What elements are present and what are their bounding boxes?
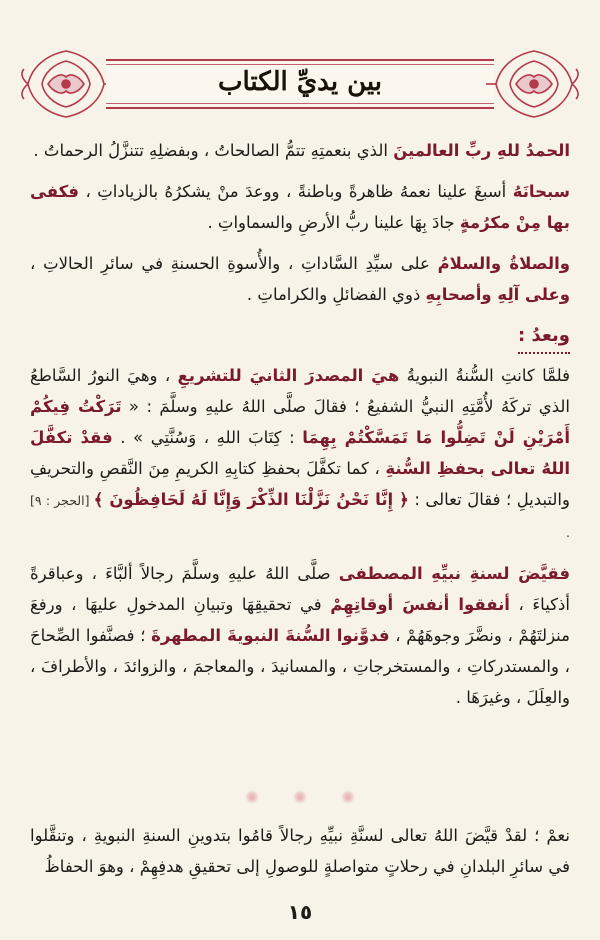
- highlighted-phrase: نعمْ: [546, 826, 570, 845]
- text-run: ؛ فصنَّفوا الصِّحاحَ ، والمستدركاتِ ، والمستخرجاتِ ، والمسانيدَ ، والمعاجمَ ، والزوائدَ ، والأطرافَ ، والعِلَلَ ، وغيرَهَا .: [30, 626, 570, 707]
- text-run: فلمَّا كانتِ السُّنةُ النبويةُ: [399, 366, 570, 385]
- text-run: في تحقيقِهَا وتبيانِ المدخولِ عليهَا ، ورفعَ منزلتَهُمْ ، ونضَّرَ وجوهَهُمْ ،: [30, 595, 570, 645]
- text-run: ذوي الفضائلِ والكراماتِ .: [246, 285, 426, 304]
- text-run: : كِتَابَ اللهِ ، وَسُنَّتِي » .: [112, 428, 303, 447]
- chapter-header-banner: [18, 45, 582, 123]
- ornament-dot-icon: [293, 790, 307, 804]
- ornament-dot-icon: [245, 790, 259, 804]
- paragraph: [30, 135, 570, 166]
- highlighted-phrase: الحمدُ للهِ ربِّ العالمينَ: [393, 141, 570, 160]
- page-title: بين يديِّ الكتاب: [218, 67, 382, 97]
- highlighted-phrase: وعلى آلِهِ وأصحابِهِ: [425, 285, 570, 304]
- floral-ornament-left-icon: [18, 45, 114, 123]
- highlighted-phrase: أنفقوا أنفسَ أوقاتِهِمْ: [330, 595, 510, 614]
- section-heading: وبعدُ :: [518, 320, 570, 354]
- paragraph: [30, 558, 570, 713]
- text-run: ، كما تكفَّلَ بحفظِ كتابِهِ الكريمِ مِنَ النَّقصِ والتحريفِ والتبديلِ ؛ فقالَ تعالى :: [30, 459, 570, 509]
- text-run: جادَ بِهَا علينا ربُّ الأرضِ والسماواتِ .: [207, 213, 460, 232]
- text-run: صلَّى اللهُ عليهِ وسلَّمَ رجالاً ألبَّاءَ ، وعباقرةً أذكياءَ ،: [30, 564, 570, 614]
- text-run: الذي بنعمتِهِ تتمُّ الصالحاتُ ، وبفضلِهِ تتنزَّلُ الرحماتُ .: [33, 141, 394, 160]
- main-text: [30, 135, 570, 723]
- text-run: على سيِّدِ السَّاداتِ ، والأُسوةِ الحسنةِ في سائرِ الحالاتِ ،: [30, 254, 438, 273]
- quran-verse: ﴿ إِنَّا نَحْنُ نَزَّلْنَا الذِّكْرَ وَإِنَّا لَهُ لَحَافِظُونَ ﴾: [93, 490, 409, 509]
- floral-ornament-right-icon: [486, 45, 582, 123]
- highlighted-phrase: وهوَ الحفاظُ: [44, 857, 124, 876]
- continued-text: [30, 820, 570, 882]
- paragraph: [30, 248, 570, 310]
- highlighted-phrase: فقدْ تكفَّلَ اللهُ تعالى بحفظِ السُّنةِ: [30, 428, 570, 478]
- page-number: ١٥: [287, 900, 313, 924]
- highlighted-phrase: فدوَّنوا السُّنةَ النبويةَ المطهرةَ: [151, 626, 390, 645]
- paragraph: [30, 176, 570, 238]
- highlighted-phrase: فقيَّضَ لسنةِ نبيِّهِ المصطفى: [338, 564, 570, 583]
- text-run: ؛ لقدْ قيَّضَ اللهُ تعالى لسنَّةِ نبيِّهِ رجالاً قامُوا بتدوينِ السنةِ النبويةِ ، وتنقَّلوا في سائرِ البلدانِ في رحلاتٍ متواصلةٍ للوصولِ إلى تحقيقِ هدفِهِمْ ،: [30, 826, 570, 876]
- paragraph: [30, 820, 570, 882]
- highlighted-phrase: والصلاةُ والسلامُ: [437, 254, 570, 273]
- highlighted-phrase: تَرَكْتُ فِيكُمْ أَمْرَيْنِ لَنْ تَضِلُّوا مَا تَمَسَّكْتُمْ بِهِمَا: [30, 397, 570, 447]
- ornament-dot-icon: [341, 790, 355, 804]
- paragraph: [30, 360, 570, 548]
- section-divider: [0, 790, 600, 806]
- verse-reference: [الحجر : ٩] .: [30, 493, 570, 540]
- highlighted-phrase: فكفى بها مِنْ مكرُمةٍ: [30, 182, 570, 232]
- text-run: أسبغَ علينا نعمهُ ظاهرةً وباطنةً ، ووعدَ منْ يشكرُهُ بالزياداتِ ،: [78, 182, 513, 201]
- highlighted-phrase: سبحانَهُ: [512, 182, 570, 201]
- highlighted-phrase: هيَ المصدرَ الثانيَ للتشريعِ: [177, 366, 400, 385]
- text-run: ، وهيَ النورُ السَّاطعُ الذي تركَهُ لأُمَّتِهِ النبيُّ الشفيعُ ؛ فقالَ صلَّى اللهُ عليهِ وسلَّمَ : «: [30, 366, 570, 416]
- section-heading-row: [30, 320, 570, 354]
